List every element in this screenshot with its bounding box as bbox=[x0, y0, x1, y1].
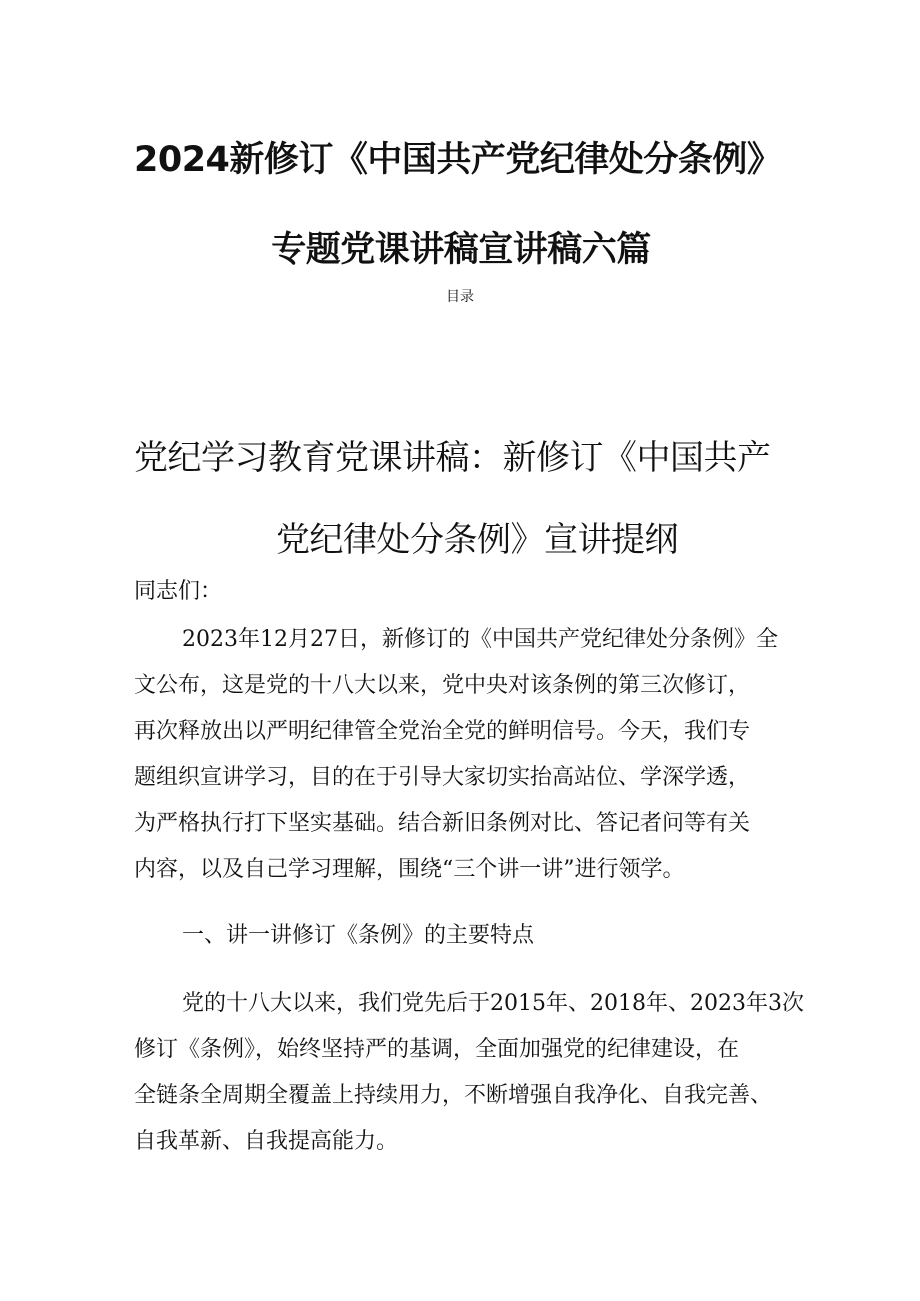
salutation: 同志们： bbox=[134, 579, 223, 604]
paragraph-1-line: 文公布，这是党的十八大以来，党中央对该条例的第三次修订， bbox=[134, 673, 751, 698]
paragraph-2-line: 全链条全周期全覆盖上持续用力，不断增强自我净化、自我完善、 bbox=[134, 1083, 773, 1108]
section-title-line-2: 党纪律处分条例》宣讲提纲 bbox=[276, 520, 678, 560]
document-title-line-2: 专题党课讲稿宣讲稿六篇 bbox=[271, 230, 651, 270]
paragraph-2-line: 修订《条例》，始终坚持严的基调，全面加强党的纪律建设，在 bbox=[134, 1037, 740, 1062]
section-title-line-1: 党纪学习教育党课讲稿：新修订《中国共产 bbox=[134, 438, 771, 478]
paragraph-1-line: 内容，以及自己学习理解，围绕“三个讲一讲”进行领学。 bbox=[134, 857, 685, 882]
paragraph-2-line: 党的十八大以来，我们党先后于2015年、2018年、2023年3次 bbox=[182, 991, 804, 1016]
table-of-contents-label: 目录 bbox=[446, 289, 474, 305]
subheading-1: 一、讲一讲修订《条例》的主要特点 bbox=[182, 923, 535, 948]
document-title-line-1: 2024新修订《中国共产党纪律处分条例》 bbox=[134, 140, 782, 180]
paragraph-2-line: 自我革新、自我提高能力。 bbox=[134, 1129, 399, 1154]
paragraph-1-line: 为严格执行打下坚实基础。结合新旧条例对比、答记者问等有关 bbox=[134, 811, 751, 836]
paragraph-1-line: 2023年12月27日，新修订的《中国共产党纪律处分条例》全 bbox=[182, 627, 778, 652]
paragraph-1-line: 题组织宣讲学习，目的在于引导大家切实抬高站位、学深学透， bbox=[134, 765, 751, 790]
paragraph-1-line: 再次释放出以严明纪律管全党治全党的鲜明信号。今天，我们专 bbox=[134, 719, 751, 744]
